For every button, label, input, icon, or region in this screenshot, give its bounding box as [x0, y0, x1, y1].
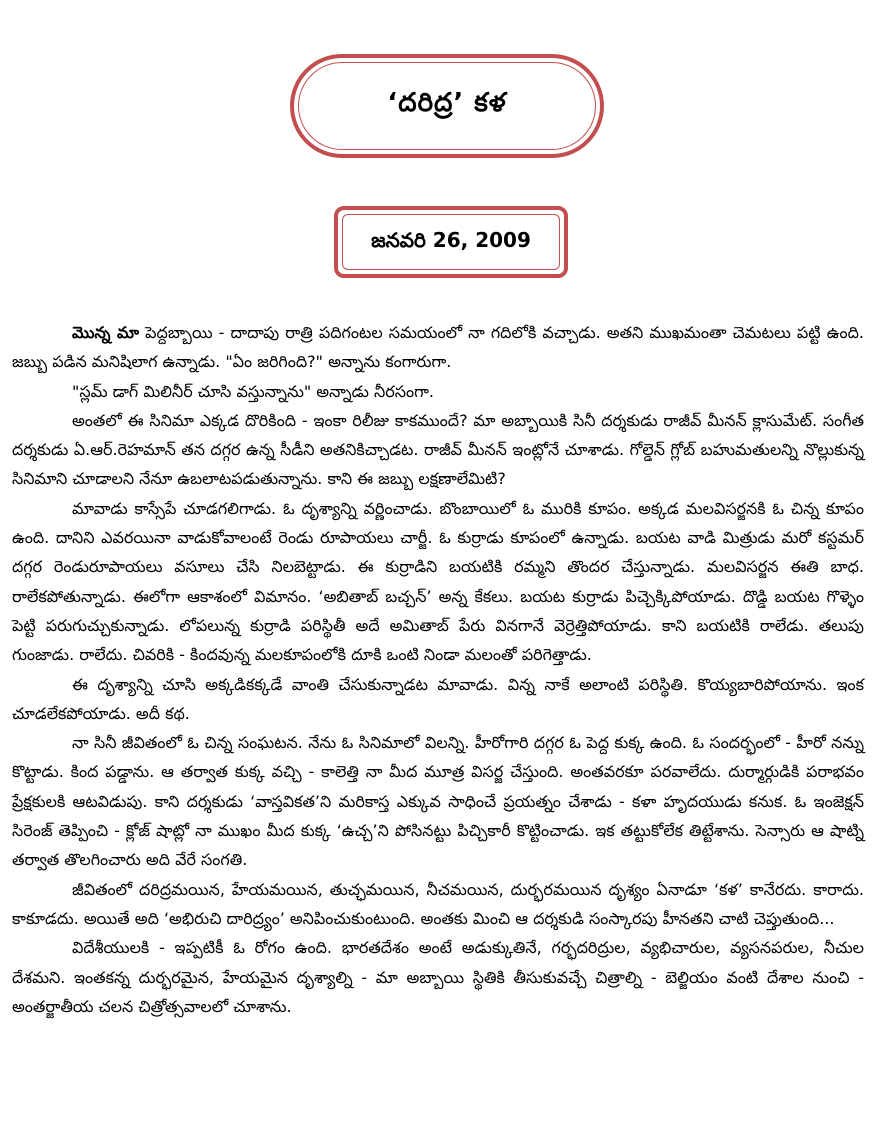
- date-frame: [334, 206, 568, 278]
- lead-words: మొన్న మా: [72, 323, 140, 342]
- paragraph-3: అంతలో ఈ సినిమా ఎక్కడ దొరికింది - ఇంకా రిలీజు కాకముందే? మా అబ్బాయికి సినీ దర్శకుడు రాజీవ్ మీనన్ క్లాసుమేట్. సంగీత దర్శకుడు ఏ.ఆర్.రెహమాన్ తన దగ్గర ఉన్న సీడీని అతనికిచ్చాడట. రాజీవ్ మీనన్ ఇంట్లోనే చూశాడు. గోల్డెన్ గ్లోబ్ బహుమతులన్ని నొల్లుకున్న సినిమాని చూడాలని నేనూ ఉబలాటపడుతున్నాను. కాని ఈ జబ్బు లక్షణాలేమిటి?: [12, 410, 864, 489]
- paragraph-1-text: పెద్దబ్బాయి - దాదాపు రాత్రి పదిగంటల సమయంలో నా గదిలోకి వచ్చాడు. అతని ముఖమంతా చెమటలు పట్టి ఉంది. జబ్బు పడిన మనిషిలాగ ఉన్నాడు. "ఏం జరిగింది?" అన్నాను కంగారుగా.: [12, 323, 864, 372]
- page-title: ‘దరిద్ర’ కళ: [387, 88, 507, 118]
- paragraph-2: "స్లమ్ డాగ్ మిలినీర్ చూసి వస్తున్నాను" అన్నాడు నీరసంగా.: [72, 381, 434, 401]
- paragraph-4: మావాడు కాస్సేపే చూడగలిగాడు. ఓ దృశ్యాన్ని వర్ణించాడు. బొంబాయిలో ఓ మురికి కూపం. అక్కడ మలవిసర్జనకి ఓ చిన్న కూపం ఉంది. దానిని ఎవరయినా వాడుకోవాలంటే రెండు రూపాయలు చార్జీ. ఓ కుర్రాడు కూపంలో ఉన్నాడు. బయట వాడి మిత్రుడు మరో కస్టమర్ దగ్గర రెండురూపాయలు వసూలు చేసి నిలబెట్టాడు. ఈ కుర్రాడిని బయటికి రమ్మని తొందర చేస్తున్నాడు. మలవిసర్జన ఈతి బాధ. రాలేకపోతున్నాడు. ఈలోగా ఆకాశంలో విమానం. ‘అబితాబ్ బచ్చన్’ అన్న కేకలు. బయట కుర్రాడు పిచ్చెక్కిపోయాడు. దొడ్డి బయట గొళ్ళెం పెట్టి పరుగుచ్చుకున్నాడు. లోపలున్న కుర్రాడి పరిస్థితీ అదే అమితాబ్ పేరు వినగానే వెర్రెత్తిపోయాడు. కాని బయటికి రాలేడు. తలుపు గుంజాడు. రాలేదు. చివరికి - కిందవున్న మలకూపంలోకి దూకి ఒంటి నిండా మలంతో పరిగెత్తాడు.: [12, 498, 864, 665]
- paragraph-6: నా సినీ జీవితంలో ఓ చిన్న సంఘటన. నేను ఓ సినిమాలో విలన్ని. హీరోగారి దగ్గర ఓ పెద్ద కుక్క ఉంది. ఓ సందర్భంలో - హీరో నన్ను కొట్టాడు. కింద పడ్డాను. ఆ తర్వాత కుక్క వచ్చి - కాలెత్తి నా మీద మూత్ర విసర్జ చేస్తుంది. అంతవరకూ పరవాలేదు. దుర్మార్గుడికి పరాభవం ప్రేక్షకులకి ఆటవిడుపు. కాని దర్శకుడు ‘వాస్తవికత’ని మరికాస్త ఎక్కువ సాధించే ప్రయత్నం చేశాడు - కళా హృదయుడు కనుక. ఓ ఇంజెక్షన్ సిరెంజ్ తెప్పించి - క్లోజ్ షాట్లో నా ముఖం మీద కుక్క ‘ఉచ్చ’ని పోసినట్టు పిచ్చికారీ కొట్టించాడు. ఇక తట్టుకోలేక తిట్టేశాను. సెన్సారు ఆ షాట్ని తర్వాత తొలగించారు అది వేరే సంగతి.: [12, 733, 864, 870]
- post-date: జనవరి 26, 2009: [371, 227, 531, 252]
- paragraph-5: ఈ దృశ్యాన్ని చూసి అక్కడికక్కడే వాంతి చేసుకున్నాడట మావాడు. విన్న నాకే అలాంటి పరిస్థితి. కొయ్యబారిపోయాను. ఇంక చూడలేకపోయాడు. అదీ కథ.: [12, 674, 864, 723]
- title-frame: [290, 54, 604, 158]
- paragraph-8: విదేశీయులకి - ఇప్పటికీ ఓ రోగం ఉంది. భారతదేశం అంటే అడుక్కుతినే, గర్భదరిద్రుల, వ్యభిచారుల, వ్యసనపరుల, నీచుల దేశమని. ఇంతకన్న దుర్భరమైన, హేయమైన దృశ్యాల్ని - మా అబ్బాయి స్థితికి తీసుకువచ్చే చిత్రాల్ని - బెల్జియం వంటి దేశాల నుంచి - అంతర్జాతీయ చలన చిత్రోత్సవాలలో చూశాను.: [12, 938, 864, 1016]
- paragraph-1: [12, 318, 864, 377]
- paragraph-7: జీవితంలో దరిద్రమయిన, హేయమయిన, తుచ్ఛమయిన, నీచమయిన, దుర్భరమయిన దృశ్యం ఏనాడూ ‘కళ’ కానేరదు. కారాదు. కాకూడదు. అయితే అది ‘అభిరుచి దారిద్ర్యం’ అనిపించుకుంటుంది. అంతకు మించి ఆ దర్శకుడి సంస్కారపు హీనతని చాటి చెప్తుతుంది...: [12, 879, 864, 928]
- article-body: [12, 318, 864, 1021]
